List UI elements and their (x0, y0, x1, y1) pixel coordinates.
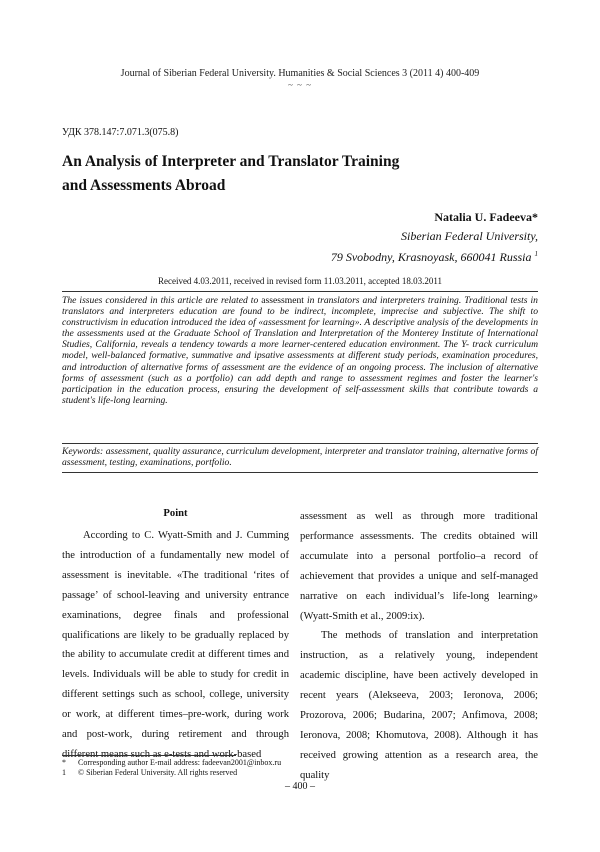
footnote-rule (62, 755, 236, 756)
title-line-2: and Assessments Abroad (62, 177, 226, 194)
abstract-part-1: The issues considered in this article are related to (62, 295, 259, 306)
body-column-left (62, 526, 289, 765)
journal-header: Journal of Siberian Federal University. Humanities & Social Sciences 3 (2011 4) 400-409 (120, 68, 480, 79)
author-name-line (331, 208, 538, 227)
footnote-2 (62, 768, 237, 777)
section-heading: Point (163, 508, 188, 519)
page-number: – 400 – (285, 781, 315, 792)
footnote-2-mark: 1 (62, 768, 66, 777)
author-address-mark: 1 (534, 250, 538, 258)
header-ornament: ~ ~ ~ (287, 80, 313, 90)
body-left-paragraph: According to C. Wyatt-Smith and J. Cumming the introduction of a fundamentally new model of assessment is inevitable. «The traditional ‘rites of passage’ of school-leaving and university entrance examinations, degree finals and professional qualifications are likely to be gradually replaced by the ability to accumulate credit at different times and levels. Individuals will be able to study for credit in different settings such as school, college, university or work, at different times–pre-work, during work and post-work, during retirement and through different means such as e-tests and work-based (62, 530, 289, 760)
abstract (62, 295, 538, 406)
footnote-1-mark: * (62, 758, 66, 767)
keywords: Keywords: assessment, quality assurance, curriculum development, interpreter and translator training, alternative forms of assessment, testing, examinations, portfolio. (62, 446, 538, 469)
body-column-right (300, 507, 538, 786)
author-name-mark: * (532, 210, 538, 224)
body-right-paragraph-2: The methods of translation and interpretation instruction, as a relatively young, independent academic discipline, have been actively developed in recent years (Alekseeva, 2003; Ieronova, 2006; Prozorova, 2006; Budarina, 2007; Anfimova, 2008; Ieronova, 2008; Khomutova, 2008). Although it has received growing attention as a research area, the quality (300, 630, 538, 781)
abstract-top-rule (62, 291, 538, 292)
footnote-2-text: © Siberian Federal University. All rights reserved (78, 768, 238, 777)
abstract-plain-word: assessment (261, 295, 304, 306)
udc-code: УДК 378.147:7.071.3(075.8) (62, 127, 179, 138)
author-name: Natalia U. Fadeeva (434, 210, 532, 224)
received-dates: Received 4.03.2011, received in revised form 11.03.2011, accepted 18.03.2011 (157, 276, 443, 286)
author-address: 79 Svobodny, Krasnoyask, 660041 Russia (330, 250, 532, 264)
body-right-paragraph-1: assessment as well as through more traditional performance assessments. The credits obtained will accumulate into a personal portfolio–a record of achievement that provides a unique and self-managed narrative on each individual’s life-long learning» (Wyatt-Smith et al., 2009:ix). (300, 511, 538, 622)
footnote-1-text: Corresponding author E-mail address: fadeevan2001@inbox.ru (78, 758, 282, 767)
author-affiliation: Siberian Federal University, (401, 228, 538, 243)
abstract-part-2: in translators and interpreters training. Traditional tests in translators and interpreters education are found to be indirect, incomplete, imprecise and subjective. The shift to constructivism in education introduced the idea of «assessment for learning». A descriptive analysis of the developments in the assessments used at the Graduate School of Translation and Interpretation of the Monterey Institute of International Studies, California, reveals a tendency towards a more learner-centered education environment. The Y- track curriculum model, well-balanced formative, summative and ipsative assessments at different study periods, examination procedures, and introduction of alternative forms of assessment are the evidence of an ongoing process. The inclusion of alternative forms of assessment (such as a portfolio) can add depth and range to assessment regimes and foster the learner's participation in the education process, ensuring the development of self-assessment skills that contribute towards a student's life-long learning. (62, 295, 538, 406)
footnote-1 (62, 758, 281, 767)
author-address-line (331, 245, 538, 267)
author-block (331, 208, 538, 267)
title-line-1: An Analysis of Interpreter and Translator Training (62, 153, 400, 170)
keywords-bottom-rule (62, 472, 538, 473)
article-title (62, 150, 522, 198)
abstract-bottom-rule (62, 443, 538, 444)
